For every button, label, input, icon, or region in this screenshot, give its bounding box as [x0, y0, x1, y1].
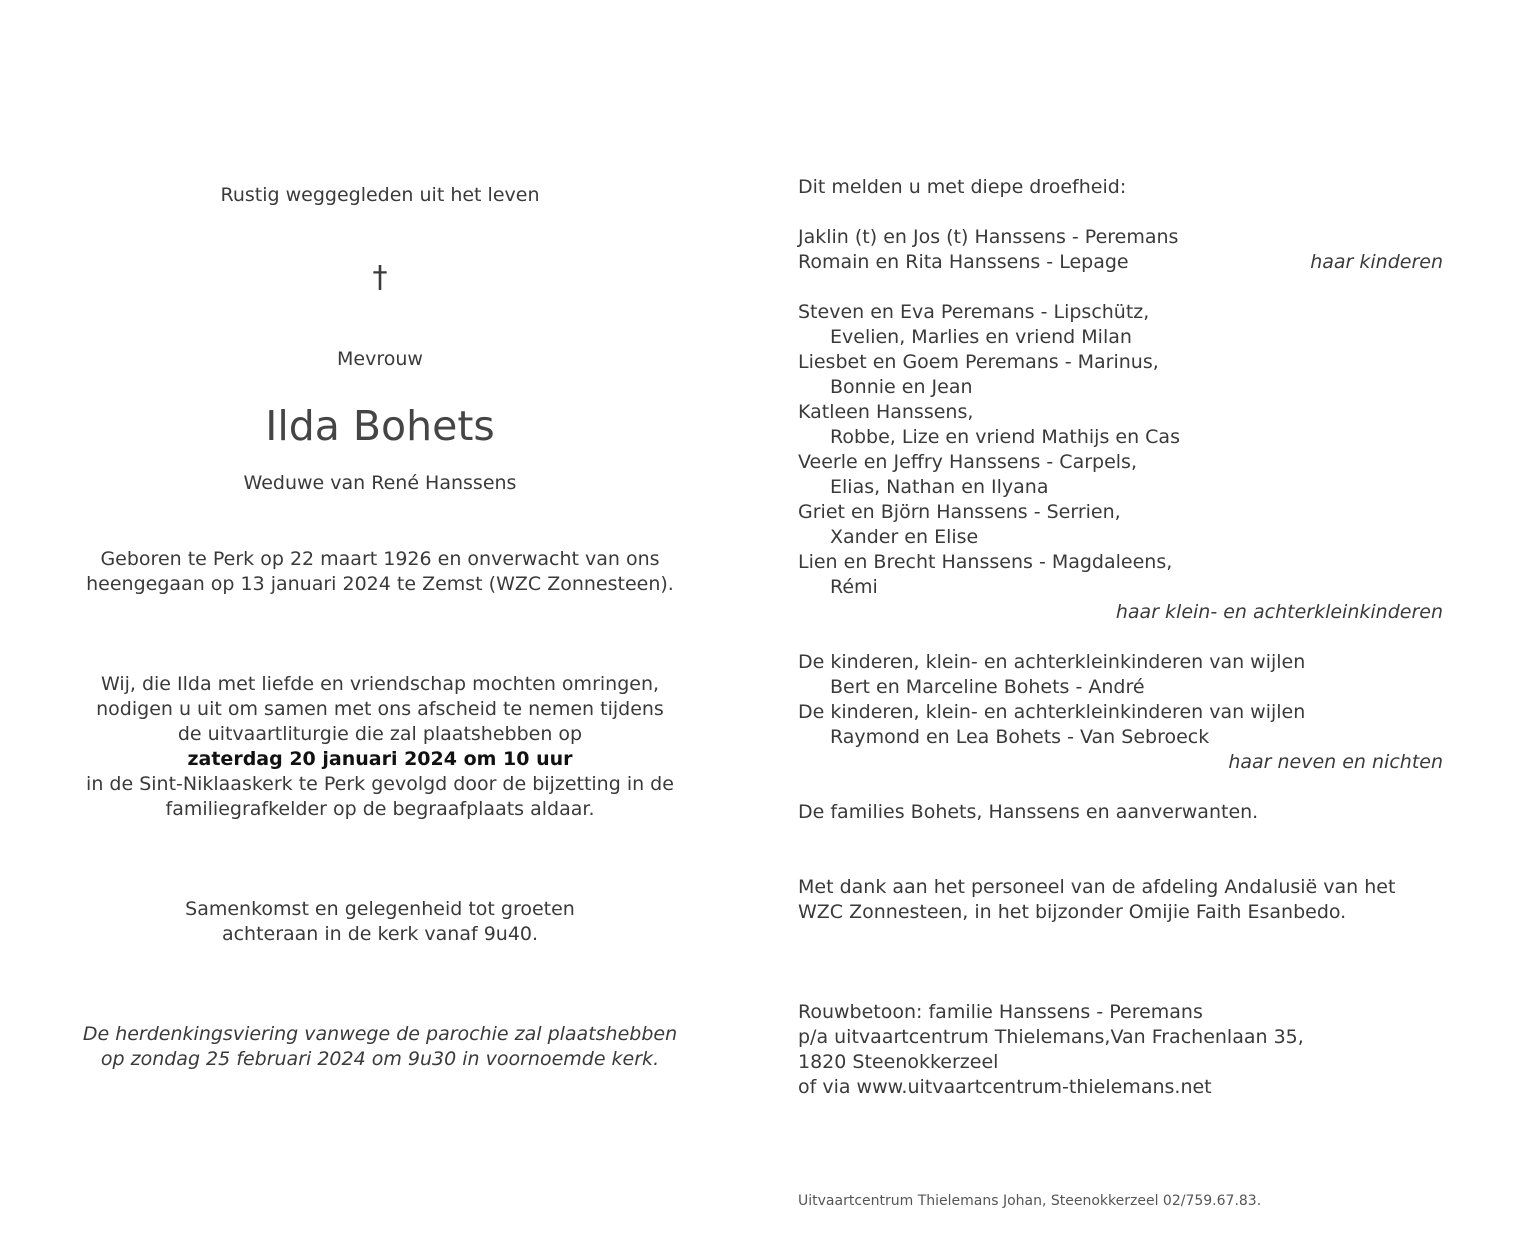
- cousin-family-line: De kinderen, klein- en achterkleinkinderen van wijlen: [798, 651, 1306, 673]
- location-line: familiegrafkelder op de begraafplaats aldaar.: [165, 798, 595, 820]
- condolence-line: 1820 Steenokkerzeel: [798, 1051, 999, 1073]
- grandchild-family-line: Liesbet en Goem Peremans - Marinus,: [798, 351, 1159, 373]
- great-grandchildren-line: Elias, Nathan en Ilyana: [830, 476, 1049, 498]
- invitation-line: Wij, die Ilda met liefde en vriendschap mochten omringen,: [100, 673, 660, 695]
- thanks-paragraph: [798, 875, 1443, 925]
- memorial-line: op zondag 25 februari 2024 om 9u30 in voornoemde kerk.: [100, 1048, 660, 1070]
- grandchildren-section: [798, 300, 1443, 625]
- invitation-paragraph: [0, 672, 760, 822]
- thanks-line: Met dank aan het personeel van de afdeling Andalusië van het: [798, 876, 1396, 898]
- meeting-line: Samenkomst en gelegenheid tot groeten: [185, 898, 575, 920]
- announcement-heading: Dit melden u met diepe droefheid:: [798, 176, 1127, 198]
- grandchildren-label: haar klein- en achterkleinkinderen: [1115, 601, 1443, 623]
- widow-of-text: Weduwe van René Hanssens: [243, 472, 517, 494]
- thanks-line: WZC Zonnesteen, in het bijzonder Omijie Faith Esanbedo.: [798, 901, 1347, 923]
- deceased-name: Ilda Bohets: [265, 402, 495, 450]
- birth-death-paragraph: [0, 547, 760, 597]
- memorial-line: De herdenkingsviering vanwege de parochie zal plaatshebben: [82, 1023, 678, 1045]
- cousin-parents-line: Bert en Marceline Bohets - André: [830, 676, 1145, 698]
- death-line: heengegaan op 13 januari 2024 te Zemst (WZC Zonnesteen).: [86, 573, 674, 595]
- grandchild-family-line: Steven en Eva Peremans - Lipschütz,: [798, 301, 1150, 323]
- funeral-home-footer: Uitvaartcentrum Thielemans Johan, Steenokkerzeel 02/759.67.83.: [798, 1193, 1262, 1209]
- child-line: Jaklin (t) en Jos (t) Hanssens - Peremans: [798, 226, 1179, 248]
- condolence-line: p/a uitvaartcentrum Thielemans,Van Frachenlaan 35,: [798, 1026, 1304, 1048]
- honorific-title: Mevrouw: [337, 348, 423, 370]
- condolence-line: Rouwbetoon: familie Hanssens - Peremans: [798, 1001, 1203, 1023]
- grandchild-family-line: Katleen Hanssens,: [798, 401, 974, 423]
- condolence-address: [798, 1000, 1443, 1100]
- meeting-line: achteraan in de kerk vanaf 9u40.: [221, 923, 539, 945]
- intro-text: Rustig weggegleden uit het leven: [220, 184, 540, 206]
- condolence-website: of via www.uitvaartcentrum-thielemans.net: [798, 1076, 1212, 1098]
- great-grandchildren-line: Evelien, Marlies en vriend Milan: [830, 326, 1132, 348]
- grandchild-family-line: Lien en Brecht Hanssens - Magdaleens,: [798, 551, 1173, 573]
- grandchild-family-line: Veerle en Jeffry Hanssens - Carpels,: [798, 451, 1137, 473]
- location-line: in de Sint-Niklaaskerk te Perk gevolgd door de bijzetting in de: [86, 773, 674, 795]
- cousin-family-line: De kinderen, klein- en achterkleinkinderen van wijlen: [798, 701, 1306, 723]
- memorial-paragraph: [0, 1022, 760, 1072]
- families-line: De families Bohets, Hanssens en aanverwanten.: [798, 801, 1259, 823]
- cousins-section: [798, 650, 1443, 775]
- cousins-label: haar neven en nichten: [1228, 751, 1443, 773]
- great-grandchildren-line: Rémi: [830, 576, 878, 598]
- cousin-parents-line: Raymond en Lea Bohets - Van Sebroeck: [830, 726, 1210, 748]
- grandchild-family-line: Griet en Björn Hanssens - Serrien,: [798, 501, 1121, 523]
- birth-line: Geboren te Perk op 22 maart 1926 en onverwacht van ons: [100, 548, 660, 570]
- great-grandchildren-line: Bonnie en Jean: [830, 376, 973, 398]
- cross-icon: †: [372, 260, 388, 295]
- children-section: [798, 225, 1443, 275]
- great-grandchildren-line: Xander en Elise: [830, 526, 979, 548]
- ceremony-datetime: zaterdag 20 januari 2024 om 10 uur: [187, 748, 573, 770]
- invitation-line: de uitvaartliturgie die zal plaatshebben op: [177, 723, 583, 745]
- invitation-line: nodigen u uit om samen met ons afscheid te nemen tijdens: [96, 698, 664, 720]
- children-label: haar kinderen: [1310, 251, 1443, 273]
- meeting-paragraph: [0, 897, 760, 947]
- great-grandchildren-line: Robbe, Lize en vriend Mathijs en Cas: [830, 426, 1180, 448]
- child-line: Romain en Rita Hanssens - Lepage: [798, 251, 1129, 273]
